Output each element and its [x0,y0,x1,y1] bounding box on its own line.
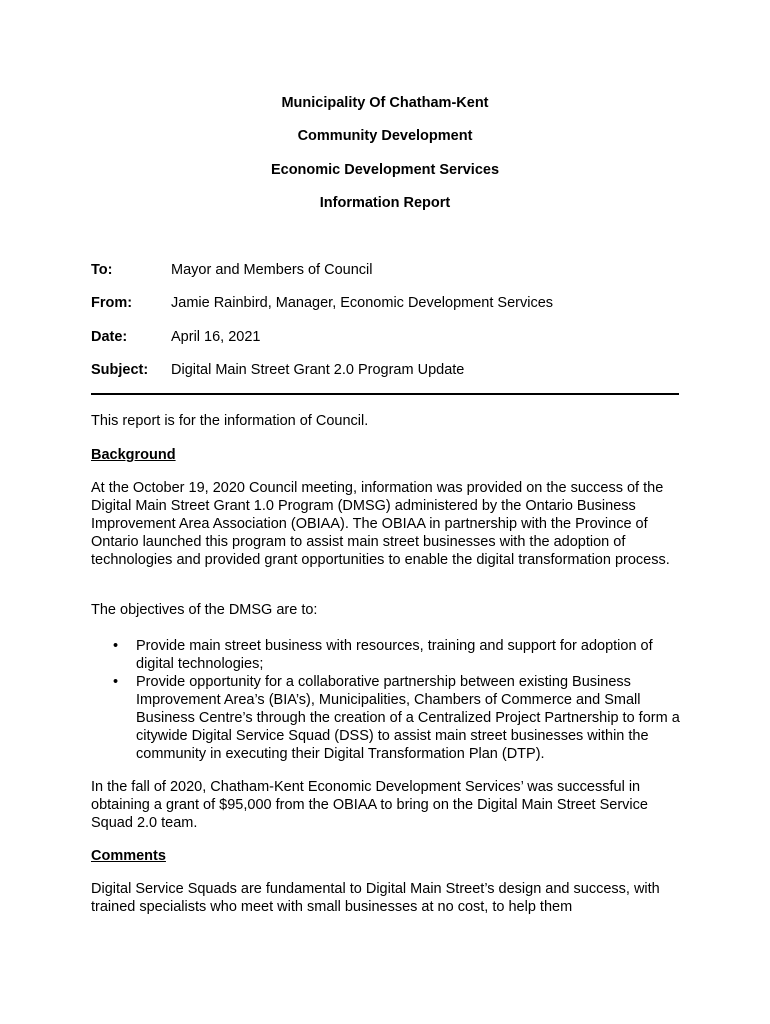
report-type-title: Information Report [319,195,451,211]
list-item [91,637,681,673]
meta-to-value: Mayor and Members of Council [171,262,373,278]
background-paragraph-1: At the October 19, 2020 Council meeting, information was provided on the success of the Digital Main Street Grant 1.0 Program (DMSG) administered by the Ontario Business Improvement Area Association (OBIAA). The OBIAA in partnership with the Province of Ontario launched this program to assist main street businesses with the adoption of technologies and provided grant opportunities to enable the digital transformation process. [91,480,670,568]
background-heading: Background [91,447,176,463]
objectives-intro: The objectives of the DMSG are to: [91,602,318,618]
department-title: Community Development [297,128,473,144]
meta-subject-label: Subject: [91,362,149,378]
header-divider [91,393,679,395]
municipality-title: Municipality Of Chatham-Kent [281,95,489,111]
division-title: Economic Development Services [270,162,500,178]
list-item-text: Provide main street business with resources, training and support for adoption of digital technologies; [136,638,653,672]
comments-heading: Comments [91,848,166,864]
comments-paragraph-1: Digital Service Squads are fundamental to Digital Main Street’s design and success, with trained specialists who meet with small businesses at no cost, to help them [91,881,660,915]
list-item [91,673,681,763]
intro-paragraph: This report is for the information of Council. [91,413,369,429]
bullet-icon: • [113,674,119,690]
meta-to-label: To: [91,262,113,278]
meta-from-label: From: [91,295,133,311]
meta-date-label: Date: [91,329,128,345]
bullet-icon: • [113,638,119,654]
meta-date-value: April 16, 2021 [171,329,261,345]
background-paragraph-2: In the fall of 2020, Chatham-Kent Economic Development Services’ was successful in obtaining a grant of $95,000 from the OBIAA to bring on the Digital Main Street Service Squad 2.0 team. [91,779,648,831]
objectives-list [91,637,681,763]
list-item-text: Provide opportunity for a collaborative partnership between existing Business Improvement Area’s (BIA’s), Municipalities, Chambers of Commerce and Small Business Centre’s through the creation of a Centralized Project Partnership to form a citywide Digital Service Squad (DSS) to assist main street businesses within the community in executing their Digital Transformation Plan (DTP). [136,674,680,762]
meta-subject-value: Digital Main Street Grant 2.0 Program Update [171,362,465,378]
meta-from-value: Jamie Rainbird, Manager, Economic Development Services [171,295,554,311]
